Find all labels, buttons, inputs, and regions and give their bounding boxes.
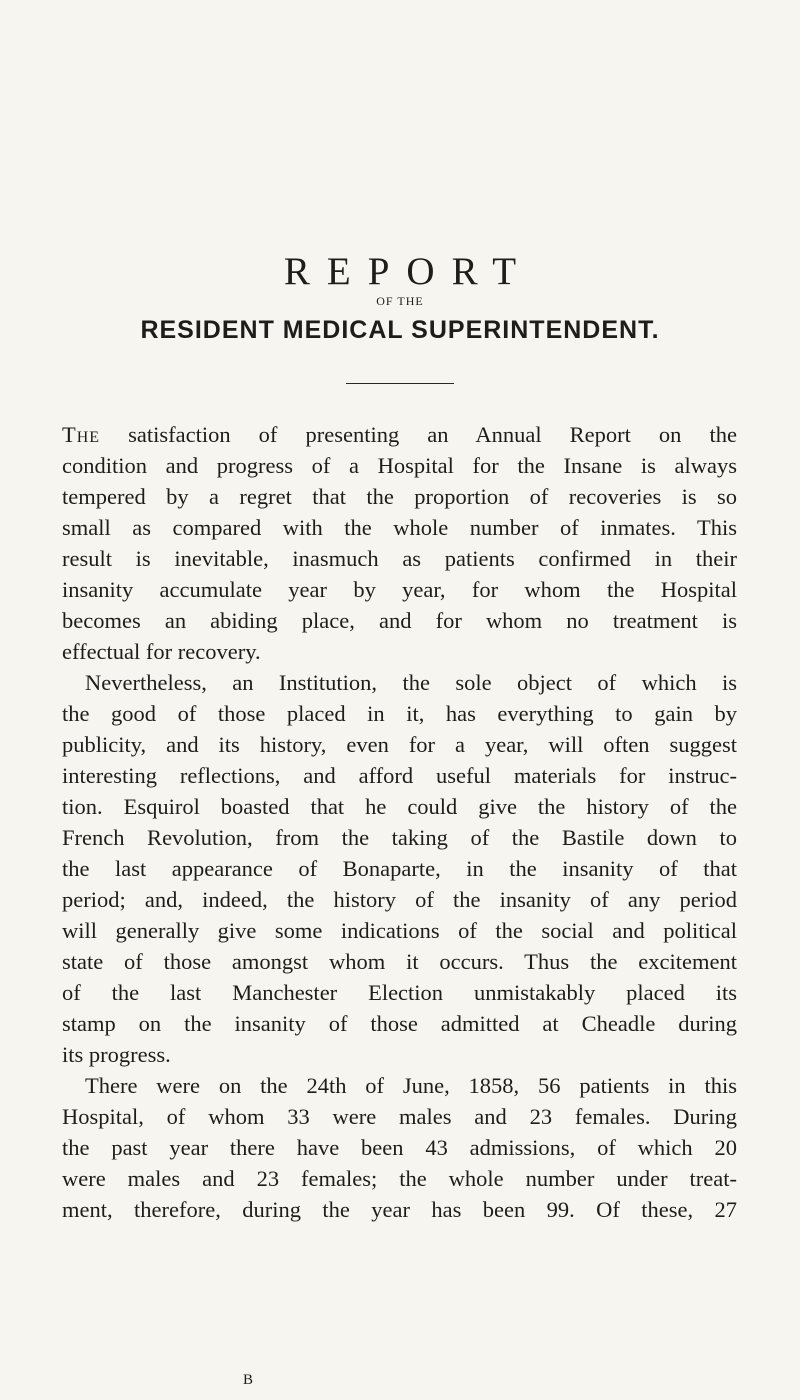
paragraph-2-line-6: French Revolution, from the taking of the Bastile down to xyxy=(62,825,737,850)
report-body xyxy=(62,419,737,1225)
paragraph-2-line-7: the last appearance of Bonaparte, in the insanity of that xyxy=(62,856,737,881)
paragraph-2-line-10: state of those amongst whom it occurs. Thus the excitement xyxy=(62,949,737,974)
paragraph-2-line-13: its progress. xyxy=(62,1042,171,1067)
signature-mark: B xyxy=(243,1372,254,1388)
paragraph-2-line-5: tion. Esquirol boasted that he could give the history of the xyxy=(62,794,737,819)
paragraph-1-line-2: condition and progress of a Hospital for the Insane is always xyxy=(62,453,737,478)
paragraph-2-line-12: stamp on the insanity of those admitted at Cheadle during xyxy=(62,1011,737,1036)
paragraph-2-line-2: the good of those placed in it, has everything to gain by xyxy=(62,701,737,726)
paragraph-1-line-1-text: satisfaction of presenting an Annual Report on the xyxy=(100,422,737,447)
paragraph-3-line-2: Hospital, of whom 33 were males and 23 females. During xyxy=(62,1104,737,1129)
report-title: REPORT xyxy=(283,250,534,293)
paragraph-1-line-1 xyxy=(62,419,737,450)
paragraph-2-line-11: of the last Manchester Election unmistakably placed its xyxy=(62,980,737,1005)
paragraph-3-line-5: ment, therefore, during the year has been 99. Of these, 27 xyxy=(62,1197,737,1222)
paragraph-1-line-7: becomes an abiding place, and for whom no treatment is xyxy=(62,608,737,633)
paragraph-3-line-1: There were on the 24th of June, 1858, 56 patients in this xyxy=(85,1073,737,1098)
paragraph-1-line-5: result is inevitable, inasmuch as patients confirmed in their xyxy=(62,546,737,571)
paragraph-2-line-9: will generally give some indications of the social and political xyxy=(62,918,737,943)
report-of-the: OF THE xyxy=(376,294,424,308)
section-divider xyxy=(346,383,454,384)
lead-word: The xyxy=(62,422,101,447)
paragraph-1-line-6: insanity accumulate year by year, for whom the Hospital xyxy=(62,577,737,602)
paragraph-2-line-1: Nevertheless, an Institution, the sole object of which is xyxy=(85,670,737,695)
paragraph-2-line-4: interesting reflections, and afford useful materials for instruc- xyxy=(62,763,737,788)
paragraph-2-line-8: period; and, indeed, the history of the insanity of any period xyxy=(62,887,737,912)
paragraph-1-line-4: small as compared with the whole number of inmates. This xyxy=(62,515,737,540)
paragraph-1-line-3: tempered by a regret that the proportion of recoveries is so xyxy=(62,484,737,509)
paragraph-1-line-8: effectual for recovery. xyxy=(62,639,261,664)
paragraph-3-line-3: the past year there have been 43 admissions, of which 20 xyxy=(62,1135,737,1160)
paragraph-3-line-4: were males and 23 females; the whole number under treat- xyxy=(62,1166,737,1191)
paragraph-2-line-3: publicity, and its history, even for a year, will often suggest xyxy=(62,732,737,757)
report-subtitle: RESIDENT MEDICAL SUPERINTENDENT. xyxy=(140,316,660,344)
